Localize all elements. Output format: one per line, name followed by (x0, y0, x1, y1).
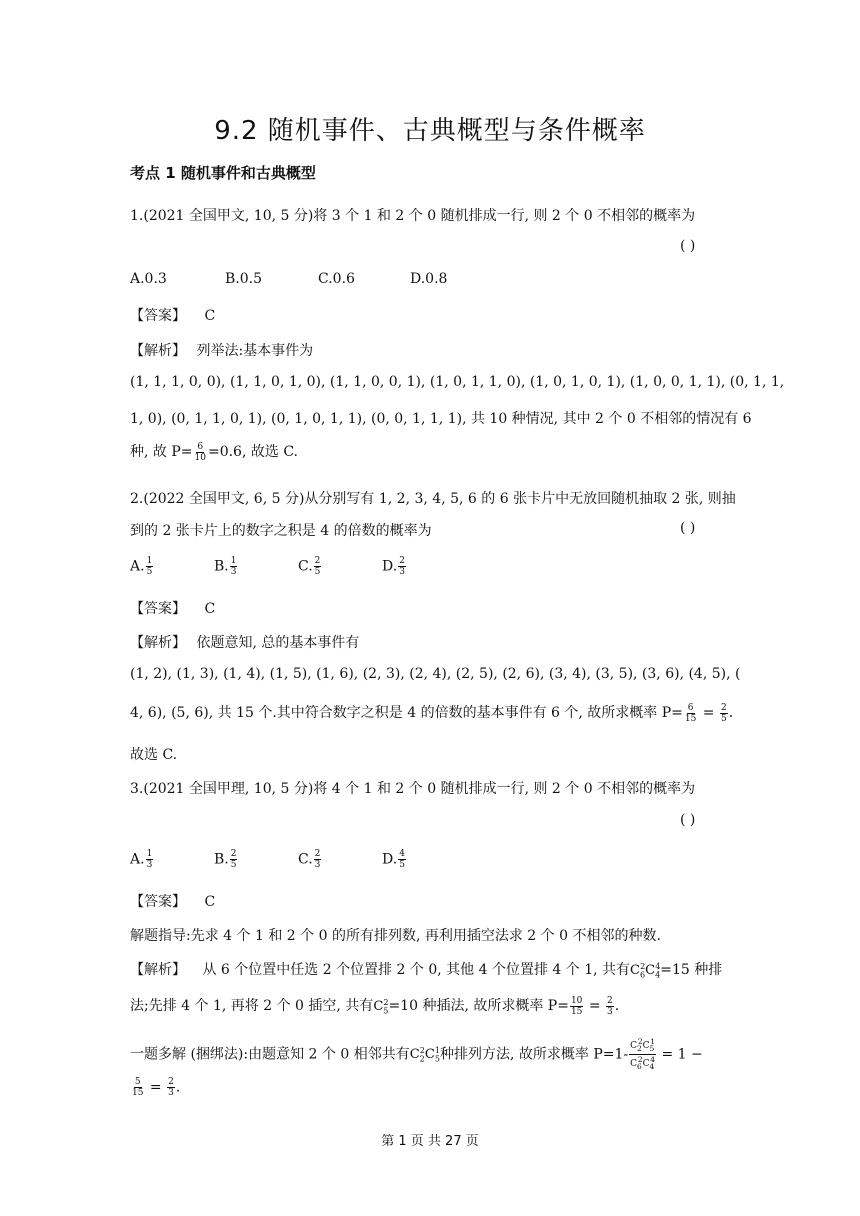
fraction-denominator: 5 (721, 713, 727, 724)
analysis-tag: 【解析】 (130, 635, 186, 651)
equals-sign: = (584, 998, 606, 1014)
fraction-numerator: 2 (314, 556, 321, 566)
fraction-numerator: 2 (721, 702, 727, 713)
q2-analysis-line-1: (1, 2), (1, 3), (1, 4), (1, 5), (1, 6), (2, 3), (2, 4), (2, 5), (2, 6), (3, 4), (3, 5), (3, 6), (4, 5), ( (130, 666, 741, 682)
fraction-numerator: 2 (399, 556, 405, 566)
q3-analysis-line-2 (130, 995, 730, 1017)
fraction-denominator: 3 (168, 1088, 174, 1098)
section-heading: 考点 1 随机事件和古典概型 (130, 164, 316, 182)
fraction-denominator: 5 (314, 567, 321, 577)
q3-option-b (214, 849, 238, 870)
combination-expression: $C_6^2C_4^4$ (630, 961, 661, 980)
q2-stem-line-1: 2.(2022 全国甲文, 6, 5 分)从分别写有 1, 2, 3, 4, 5, 6 的 6 张卡片中无放回随机抽取 2 张, 则抽 (130, 491, 736, 507)
q3-answer-value: C (204, 894, 216, 910)
fraction-numerator: 2 (314, 849, 321, 859)
fraction-denominator: 15 (570, 1006, 583, 1017)
fraction-numerator: 10 (570, 995, 583, 1006)
q2-option-c (298, 556, 322, 577)
q2-analysis-text: 依题意知, 总的基本事件有 (196, 635, 360, 651)
fraction-denominator: 5 (230, 860, 237, 870)
fraction-numerator: 1 (230, 556, 237, 566)
combination-expression: $C_2^2C_5^1$ (409, 1045, 440, 1064)
option-letter: D. (382, 851, 398, 868)
answer-tag: 【答案】 (130, 894, 186, 910)
page-title: 9.2 随机事件、古典概型与条件概率 (214, 116, 646, 146)
q3-option-d (382, 849, 407, 870)
option-letter: B. (214, 851, 229, 868)
q3-analysis-post: =15 种排 (660, 962, 723, 978)
q3-answer-paren: ( ) (680, 812, 696, 828)
q2-answer-value: C (204, 601, 216, 617)
fraction-denominator: 10 (194, 452, 206, 463)
q2-answer-paren: ( ) (680, 520, 696, 536)
fraction-numerator: 4 (399, 849, 405, 859)
fraction-denominator: 15 (132, 1088, 144, 1098)
option-letter: A. (130, 851, 145, 868)
q2-analysis-pre: 4, 6), (5, 6), 共 15 个.其中符合数字之积是 4 的倍数的基本事件有 6 个, 故所求概率 P= (130, 705, 683, 721)
fraction-numerator: 1 (146, 849, 153, 859)
q3-analysis-line-1 (130, 959, 730, 980)
q2-stem-line-2: 到的 2 张卡片上的数字之积是 4 的倍数的概率为 (130, 523, 432, 539)
q1-analysis-line-2: 1, 0), (0, 1, 1, 0, 1), (0, 1, 0, 1, 1), (0, 0, 1, 1, 1), 共 10 种情况, 其中 2 个 0 不相邻的情况有 6 (130, 411, 752, 427)
q3-stem: 3.(2021 全国甲理, 10, 5 分)将 4 个 1 和 2 个 0 随机排成一行, 则 2 个 0 不相邻的概率为 (130, 781, 696, 797)
fraction-numerator: 5 (134, 1077, 141, 1087)
q2-analysis-line-3: 故选 C. (130, 747, 178, 763)
fraction-denominator: 3 (314, 860, 321, 870)
fraction-numerator: 6 (197, 441, 204, 452)
q2-answer (130, 598, 730, 618)
fraction-numerator: 2 (168, 1077, 174, 1087)
equals-sign: = (145, 1079, 167, 1096)
q3-alt-mid: 种排列方法, 故所求概率 P=1- (440, 1046, 629, 1063)
q3-option-a (130, 849, 154, 870)
period: . (728, 705, 734, 721)
fraction-denominator: 15 (684, 713, 697, 724)
q1-analysis-pre: 种, 故 P= (130, 444, 193, 460)
fraction-numerator: 1 (146, 556, 153, 566)
equals-sign: = (698, 705, 719, 721)
answer-tag: 【答案】 (130, 308, 186, 324)
fraction-numerator: 2 (230, 849, 237, 859)
option-letter: B. (214, 558, 229, 575)
q1-option-a: A.0.3 (130, 271, 167, 287)
analysis-tag: 【解析】 (130, 962, 186, 978)
q3-hint: 解题指导:先求 4 个 1 和 2 个 0 的所有排列数, 再利用插空法求 2 个 0 不相邻的种数. (130, 928, 661, 944)
fraction-denominator: 5 (146, 567, 153, 577)
fraction-denominator: 3 (230, 567, 237, 577)
fraction-denominator: 3 (146, 860, 153, 870)
q1-option-d: D.0.8 (410, 271, 448, 287)
option-letter: C. (298, 851, 313, 868)
combination-fraction: $\frac{C_2^2C_5^1}{C_6^2C_4^4}$ (630, 1037, 656, 1071)
q3-alt-post: = 1 − (657, 1046, 703, 1063)
q1-analysis-lead (130, 340, 730, 360)
q2-analysis-lead (130, 632, 730, 652)
q1-analysis-line-3 (130, 441, 730, 463)
q3-alt-solution-line-1 (130, 1037, 730, 1072)
q2-option-b (214, 556, 238, 577)
analysis-tag: 【解析】 (130, 343, 186, 359)
q1-analysis-post: =0.6, 故选 C. (207, 444, 298, 460)
period: . (175, 1079, 181, 1096)
q1-answer-paren: ( ) (680, 238, 696, 254)
q1-fraction (194, 442, 207, 463)
combination-expression: $C_5^2$ (373, 997, 389, 1016)
fraction-numerator: 6 (687, 702, 694, 713)
fraction-denominator: 5 (399, 860, 405, 870)
q3-alt-pre: 一题多解 (捆绑法):由题意知 2 个 0 相邻共有 (130, 1046, 410, 1063)
fraction-denominator: 3 (399, 567, 405, 577)
period: . (614, 998, 620, 1014)
q2-option-a (130, 556, 154, 577)
q1-answer (130, 305, 730, 325)
q2-analysis-line-2 (130, 702, 734, 724)
fraction-numerator: 2 (607, 995, 613, 1006)
q3-answer (130, 891, 730, 911)
q1-analysis-line-1: (1, 1, 1, 0, 0), (1, 1, 0, 1, 0), (1, 1, 0, 0, 1), (1, 0, 1, 1, 0), (1, 0, 1, 0, 1), (1, 0, 0, 1, 1), (0, 1, 1, (130, 374, 785, 390)
q3-option-c (298, 849, 322, 870)
q3-analysis-pre: 从 6 个位置中任选 2 个位置排 2 个 0, 其他 4 个位置排 4 个 1, 共有 (202, 962, 631, 978)
q1-answer-value: C (204, 308, 216, 324)
answer-tag: 【答案】 (130, 601, 186, 617)
page-footer: 第 1 页 共 27 页 (381, 1134, 479, 1149)
option-letter: C. (298, 558, 313, 575)
fraction-denominator: 3 (607, 1006, 613, 1017)
q3-analysis-mid: =10 种插法, 故所求概率 P= (388, 998, 569, 1014)
q1-analysis-text: 列举法:基本事件为 (196, 343, 314, 359)
q2-option-d (382, 556, 407, 577)
q1-option-c: C.0.6 (318, 271, 355, 287)
q1-stem: 1.(2021 全国甲文, 10, 5 分)将 3 个 1 和 2 个 0 随机排成一行, 则 2 个 0 不相邻的概率为 (130, 208, 696, 224)
q3-analysis-pre: 法;先排 4 个 1, 再将 2 个 0 插空, 共有 (130, 998, 374, 1014)
option-letter: A. (130, 558, 145, 575)
option-letter: D. (382, 558, 398, 575)
q3-alt-solution-line-2 (130, 1077, 730, 1098)
q1-option-b: B.0.5 (225, 271, 263, 287)
